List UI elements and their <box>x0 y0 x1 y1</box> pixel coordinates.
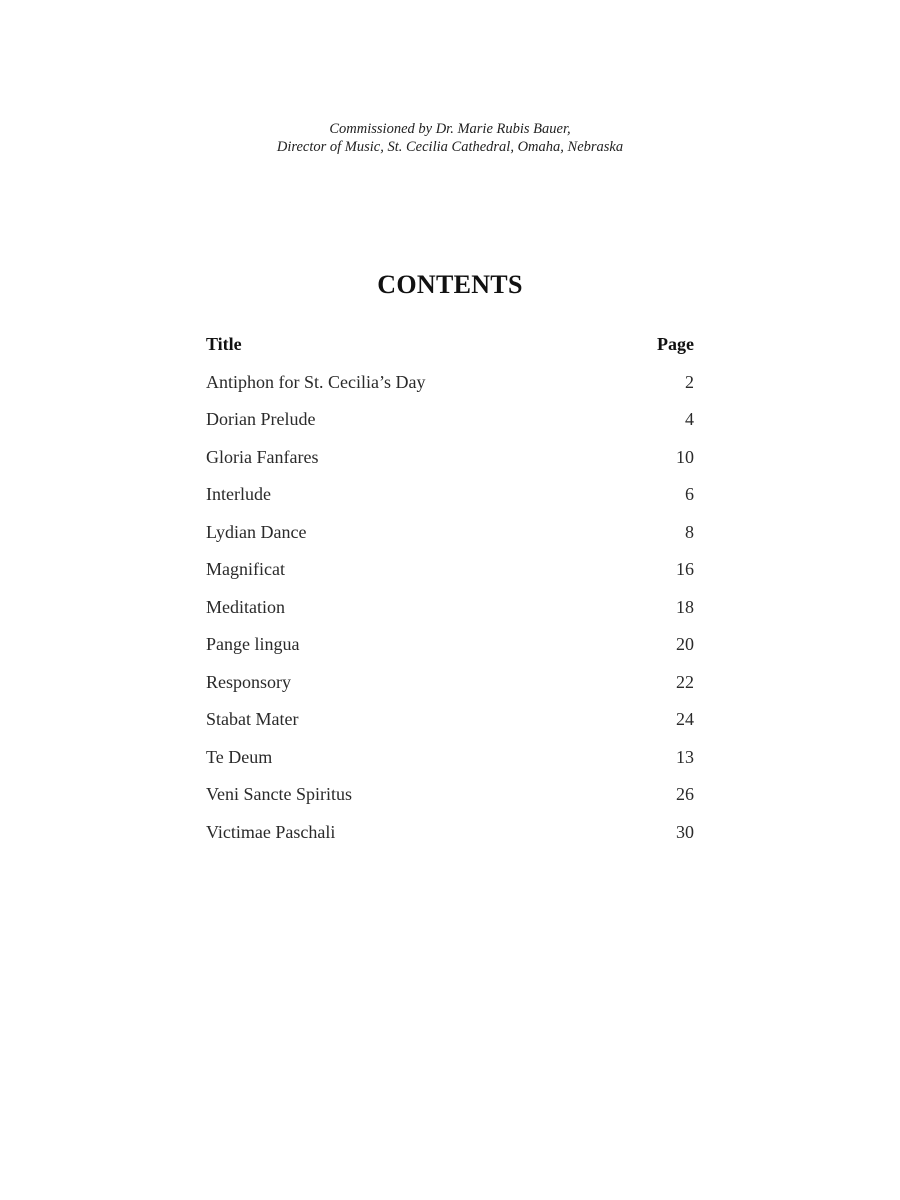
toc-row <box>206 522 694 560</box>
toc-row <box>206 709 694 747</box>
toc-entry-title: Interlude <box>206 484 271 504</box>
toc-entry-title: Antiphon for St. Cecilia’s Day <box>206 371 426 392</box>
toc-entry-title: Gloria Fanfares <box>206 446 319 467</box>
toc-entry-title: Magnificat <box>206 559 285 579</box>
toc-header-row <box>206 334 694 372</box>
toc-entry-page: 6 <box>685 484 694 504</box>
toc-entry-page: 20 <box>676 634 694 654</box>
toc-entry-title: Responsory <box>206 671 291 692</box>
toc-column-title: Title <box>206 334 242 354</box>
toc-row <box>206 597 694 635</box>
toc-entry-page: 10 <box>676 446 694 467</box>
toc-entry-title: Meditation <box>206 596 285 617</box>
toc-entry-page: 26 <box>676 784 694 804</box>
commission-note <box>0 120 900 156</box>
toc-row <box>206 559 694 597</box>
toc-entry-page: 2 <box>685 371 694 392</box>
toc-entry-title: Dorian Prelude <box>206 409 316 429</box>
toc-entry-page: 18 <box>676 596 694 617</box>
toc-entry-title: Te Deum <box>206 746 273 767</box>
toc-row <box>206 372 694 410</box>
toc-column-page: Page <box>657 334 694 354</box>
toc-row <box>206 747 694 785</box>
toc-entry-page: 4 <box>685 409 694 429</box>
toc-entry-page: 24 <box>676 709 694 729</box>
commission-line-2: Director of Music, St. Cecilia Cathedral, Omaha, Nebraska <box>276 139 624 155</box>
toc-entry-title: Pange lingua <box>206 634 300 654</box>
contents-heading: CONTENTS <box>377 270 523 299</box>
toc-entry-title: Lydian Dance <box>206 521 307 542</box>
toc-entry-page: 13 <box>676 746 694 767</box>
toc-row <box>206 672 694 710</box>
commission-line-1: Commissioned by Dr. Marie Rubis Bauer, <box>329 121 571 137</box>
toc-row <box>206 484 694 522</box>
toc-row <box>206 634 694 672</box>
toc-entry-page: 16 <box>676 559 694 579</box>
toc-row <box>206 409 694 447</box>
toc-row <box>206 822 694 860</box>
toc-row <box>206 447 694 485</box>
toc-entry-title: Stabat Mater <box>206 709 299 729</box>
toc-entry-title: Veni Sancte Spiritus <box>206 784 352 804</box>
toc-entry-title: Victimae Paschali <box>206 821 336 842</box>
toc-entry-page: 22 <box>676 671 694 692</box>
toc-row <box>206 784 694 822</box>
toc-entry-page: 30 <box>676 821 694 842</box>
toc-entry-page: 8 <box>685 521 694 542</box>
table-of-contents <box>206 334 694 859</box>
